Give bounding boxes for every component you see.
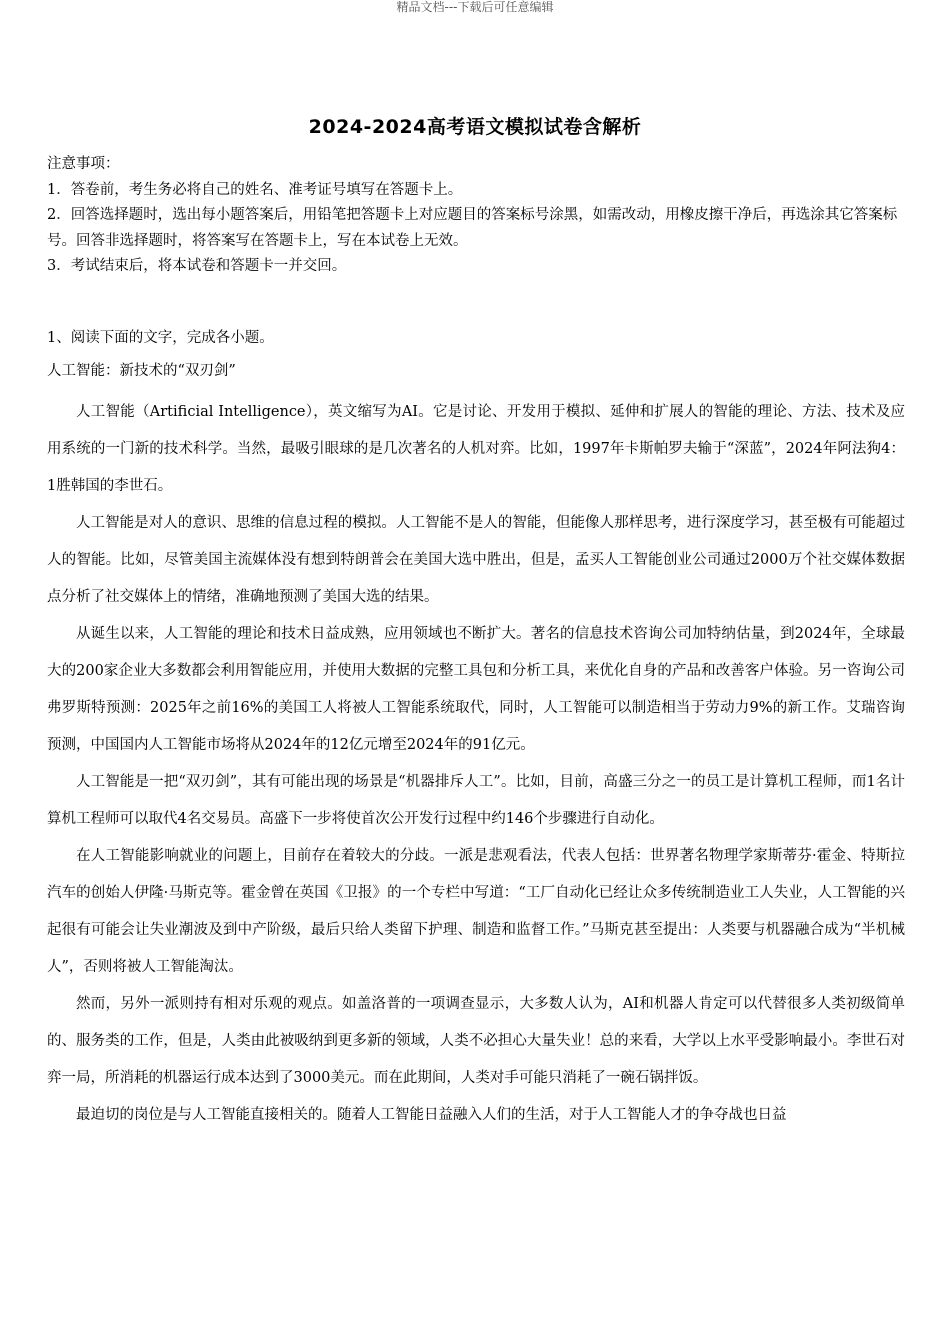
reading-section	[47, 326, 905, 1134]
page-watermark: 精品文档---下载后可任意编辑	[396, 0, 554, 14]
notice-section	[47, 152, 917, 280]
article-paragraph: 然而，另外一派则持有相对乐观的观点。如盖洛普的一项调查显示，大多数人认为，AI和机器人肯定可以代替很多人类初级简单的、服务类的工作，但是，人类由此被吸纳到更多新的领域，人类不必担心大量失业！总的来看，大学以上水平受影响最小。李世石对弈一局，所消耗的机器运行成本达到了3000美元。而在此期间，人类对手可能只消耗了一碗石锅拌饭。	[47, 996, 905, 1086]
article-paragraph: 人工智能（Artificial Intelligence），英文缩写为AI。它是讨论、开发用于模拟、延伸和扩展人的智能的理论、方法、技术及应用系统的一门新的技术科学。当然，最吸引眼球的是几次著名的人机对弈。比如，1997年卡斯帕罗夫输于“深蓝”，2024年阿法狗4：1胜韩国的李世石。	[47, 404, 905, 494]
article-paragraph: 在人工智能影响就业的问题上，目前存在着较大的分歧。一派是悲观看法，代表人包括：世界著名物理学家斯蒂芬·霍金、特斯拉汽车的创始人伊隆·马斯克等。霍金曾在英国《卫报》的一个专栏中写道：“工厂自动化已经让众多传统制造业工人失业，人工智能的兴起很有可能会让失业潮波及到中产阶级，最后只给人类留下护理、制造和监督工作。”马斯克甚至提出：人类要与机器融合成为“半机械人”，否则将被人工智能淘汰。	[47, 848, 905, 975]
article-paragraph: 从诞生以来，人工智能的理论和技术日益成熟，应用领域也不断扩大。著名的信息技术咨询公司加特纳估量，到2024年，全球最大的200家企业大多数都会利用智能应用，并使用大数据的完整工具包和分析工具，来优化自身的产品和改善客户体验。另一咨询公司弗罗斯特预测：2025年之前16%的美国工人将被人工智能系统取代，同时，人工智能可以制造相当于劳动力9%的新工作。艾瑞咨询预测，中国国内人工智能市场将从2024年的12亿元增至2024年的91亿元。	[47, 626, 905, 753]
article-title: 人工智能：新技术的“双刃剑”	[47, 363, 236, 379]
question-heading: 1、阅读下面的文字，完成各小题。	[47, 330, 274, 346]
notice-item: 3．考试结束后，将本试卷和答题卡一并交回。	[47, 258, 347, 274]
article-paragraph: 最迫切的岗位是与人工智能直接相关的。随着人工智能日益融入人们的生活，对于人工智能人才的争夺战也日益	[76, 1107, 787, 1123]
notice-heading: 注意事项：	[47, 156, 120, 172]
page-title: 2024-2024高考语文模拟试卷含解析	[308, 116, 642, 138]
notice-item: 1．答卷前，考生务必将自己的姓名、准考证号填写在答题卡上。	[47, 181, 463, 198]
article-paragraph: 人工智能是对人的意识、思维的信息过程的模拟。人工智能不是人的智能，但能像人那样思考，进行深度学习，甚至极有可能超过人的智能。比如，尽管美国主流媒体没有想到特朗普会在美国大选中胜出，但是，孟买人工智能创业公司通过2000万个社交媒体数据点分析了社交媒体上的情绪，准确地预测了美国大选的结果。	[47, 515, 905, 605]
article-paragraph: 人工智能是一把“双刃剑”，其有可能出现的场景是“机器排斥人工”。比如，目前，高盛三分之一的员工是计算机工程师，而1名计算机工程师可以取代4名交易员。高盛下一步将使首次公开发行过程中约146个步骤进行自动化。	[47, 774, 905, 827]
notice-item: 2．回答选择题时，选出每小题答案后，用铅笔把答题卡上对应题目的答案标号涂黑，如需改动，用橡皮擦干净后，再选涂其它答案标号。回答非选择题时，将答案写在答题卡上，写在本试卷上无效。	[47, 207, 898, 249]
